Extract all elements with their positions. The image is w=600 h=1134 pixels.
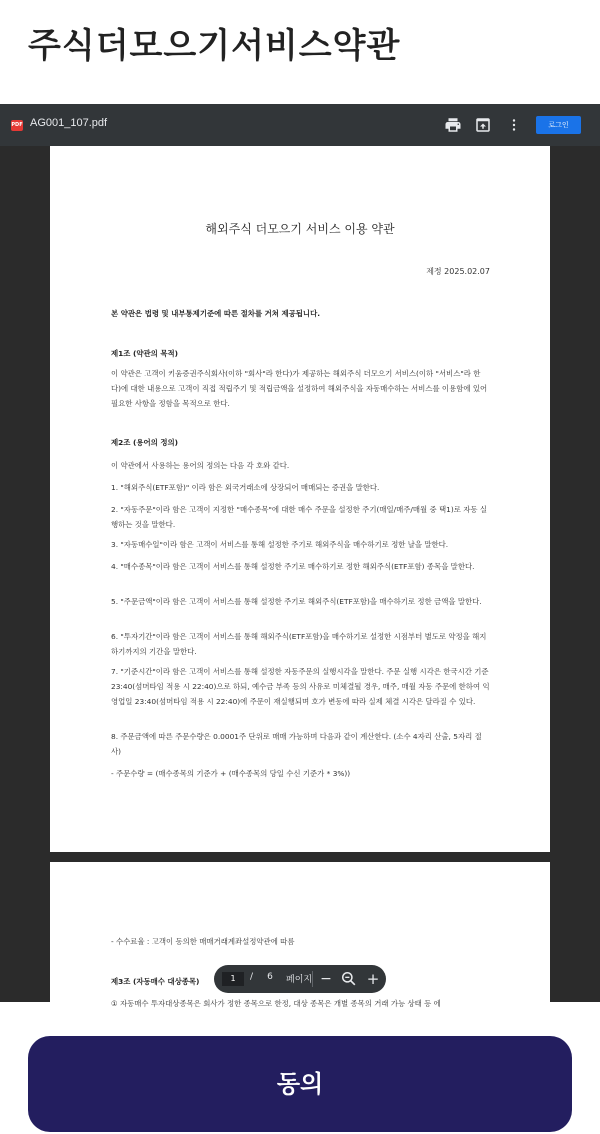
page-label: 페이지 bbox=[286, 975, 313, 985]
login-button[interactable]: 로그인 bbox=[536, 116, 581, 134]
rotate-icon[interactable] bbox=[474, 116, 492, 134]
document-intro: 본 약관은 법령 및 내부통제기준에 따른 절차를 거쳐 제공됩니다. bbox=[111, 309, 321, 318]
article2-item: - 주문수량 = (매수종목의 기준가 + (매수종목의 당일 수신 기준가 * 3%)) bbox=[111, 769, 351, 778]
total-pages: 6 bbox=[267, 972, 273, 982]
zoom-fit-icon[interactable] bbox=[339, 969, 359, 989]
pdf-toolbar bbox=[0, 104, 600, 146]
article2-item: 3. "자동매수일"이라 함은 고객이 서비스를 통해 설정한 주기로 해외주식을 매수하기로 정한 날을 말한다. bbox=[111, 540, 449, 549]
article3-heading: 제3조 (자동매수 대상종목) bbox=[111, 977, 200, 986]
pdf-page-2 bbox=[50, 862, 550, 1062]
article2-heading: 제2조 (용어의 정의) bbox=[111, 438, 179, 447]
document-date: 제정 2025.02.07 bbox=[426, 267, 490, 276]
current-page-input[interactable]: 1 bbox=[222, 972, 244, 986]
article2-item: 1. "해외주식(ETF포함)" 이라 함은 외국거래소에 상장되어 매매되는 증권을 말한다. bbox=[111, 483, 380, 492]
article2-item: 7. "기준시간"이라 함은 고객이 서비스를 통해 설정한 자동주문의 실행시각을 말한다. 주문 실행 시각은 한국시간 기준 23:40(섬머타임 적용 시 22:40)으로 하되, 예수금 부족 등의 사유로 미체결될 경우, 매주, 매월 자동 주문에 한하여 익영업일 23:40(섬머타임 적용 시 22:40)에 주문이 재실행되며 호가 변동에 따라 실제 체결 시각은 달라질 수 있다. bbox=[111, 667, 490, 706]
zoom-in-button[interactable]: + bbox=[366, 970, 380, 988]
page-title: 주식더모으기서비스약관 bbox=[28, 26, 401, 66]
file-name: AG001_107.pdf bbox=[30, 117, 108, 129]
article2-item: 4. "매수종목"이라 함은 고객이 서비스를 통해 설정한 주기로 매수하기로 정한 해외주식(ETF포함) 종목을 말한다. bbox=[111, 562, 475, 571]
article1-body: 이 약관은 고객이 키움증권주식회사(이하 "회사"라 한다)가 제공하는 해외주식 더모으기 서비스(이하 "서비스"라 한다)에 대한 내용으로 고객이 직접 적립주기 및 적립금액을 설정하여 해외주식을 자동매수하는 서비스를 이용함에 있어 필요한 사항을 정함을 목적으로 한다. bbox=[111, 369, 488, 408]
page-separator: / bbox=[250, 972, 254, 982]
pdf-file-icon: PDF bbox=[11, 120, 23, 131]
article2-item: 8. 주문금액에 따른 주문수량은 0.0001주 단위로 매매 가능하며 다음과 같이 계산한다. (소수 4자리 산출, 5자리 절사) bbox=[111, 732, 482, 756]
article1-heading: 제1조 (약관의 목적) bbox=[111, 349, 179, 358]
article2-item: 5. "주문금액"이라 함은 고객이 서비스를 통해 설정한 주기로 해외주식(ETF포함)을 매수하기로 정한 금액을 말한다. bbox=[111, 597, 482, 606]
pdf-page-1 bbox=[50, 146, 550, 852]
more-vert-icon[interactable] bbox=[505, 116, 523, 134]
pdf-viewer[interactable] bbox=[0, 104, 600, 1008]
page2-line: ① 자동매수 투자대상종목은 회사가 정한 종목으로 한정, 대상 종목은 개별 종목의 거래 가능 상태 등 에 bbox=[111, 999, 441, 1008]
zoom-out-button[interactable]: − bbox=[320, 971, 332, 987]
article2-item: 2. "자동주문"이라 함은 고객이 지정한 "매수종목"에 대한 매수 주문을 설정한 주기(매일/매주/매월 중 택1)로 자동 실행하는 것을 말한다. bbox=[111, 505, 487, 529]
article2-lead: 이 약관에서 사용하는 용어의 정의는 다음 각 호와 같다. bbox=[111, 461, 290, 470]
agree-button[interactable]: 동의 bbox=[28, 1036, 572, 1132]
nav-divider bbox=[312, 971, 313, 987]
print-icon[interactable] bbox=[444, 116, 462, 134]
page-navigator bbox=[214, 965, 386, 993]
article2-item: 6. "투자기간"이라 함은 고객이 서비스를 통해 해외주식(ETF포함)을 매수하기로 설정한 시점부터 별도로 약정을 해지하기까지의 기간을 말한다. bbox=[111, 632, 487, 656]
document-title: 해외주식 더모으기 서비스 이용 약관 bbox=[205, 222, 395, 236]
page2-line: - 수수료율 : 고객이 동의한 매매거래계좌설정약관에 따름 bbox=[111, 937, 295, 946]
